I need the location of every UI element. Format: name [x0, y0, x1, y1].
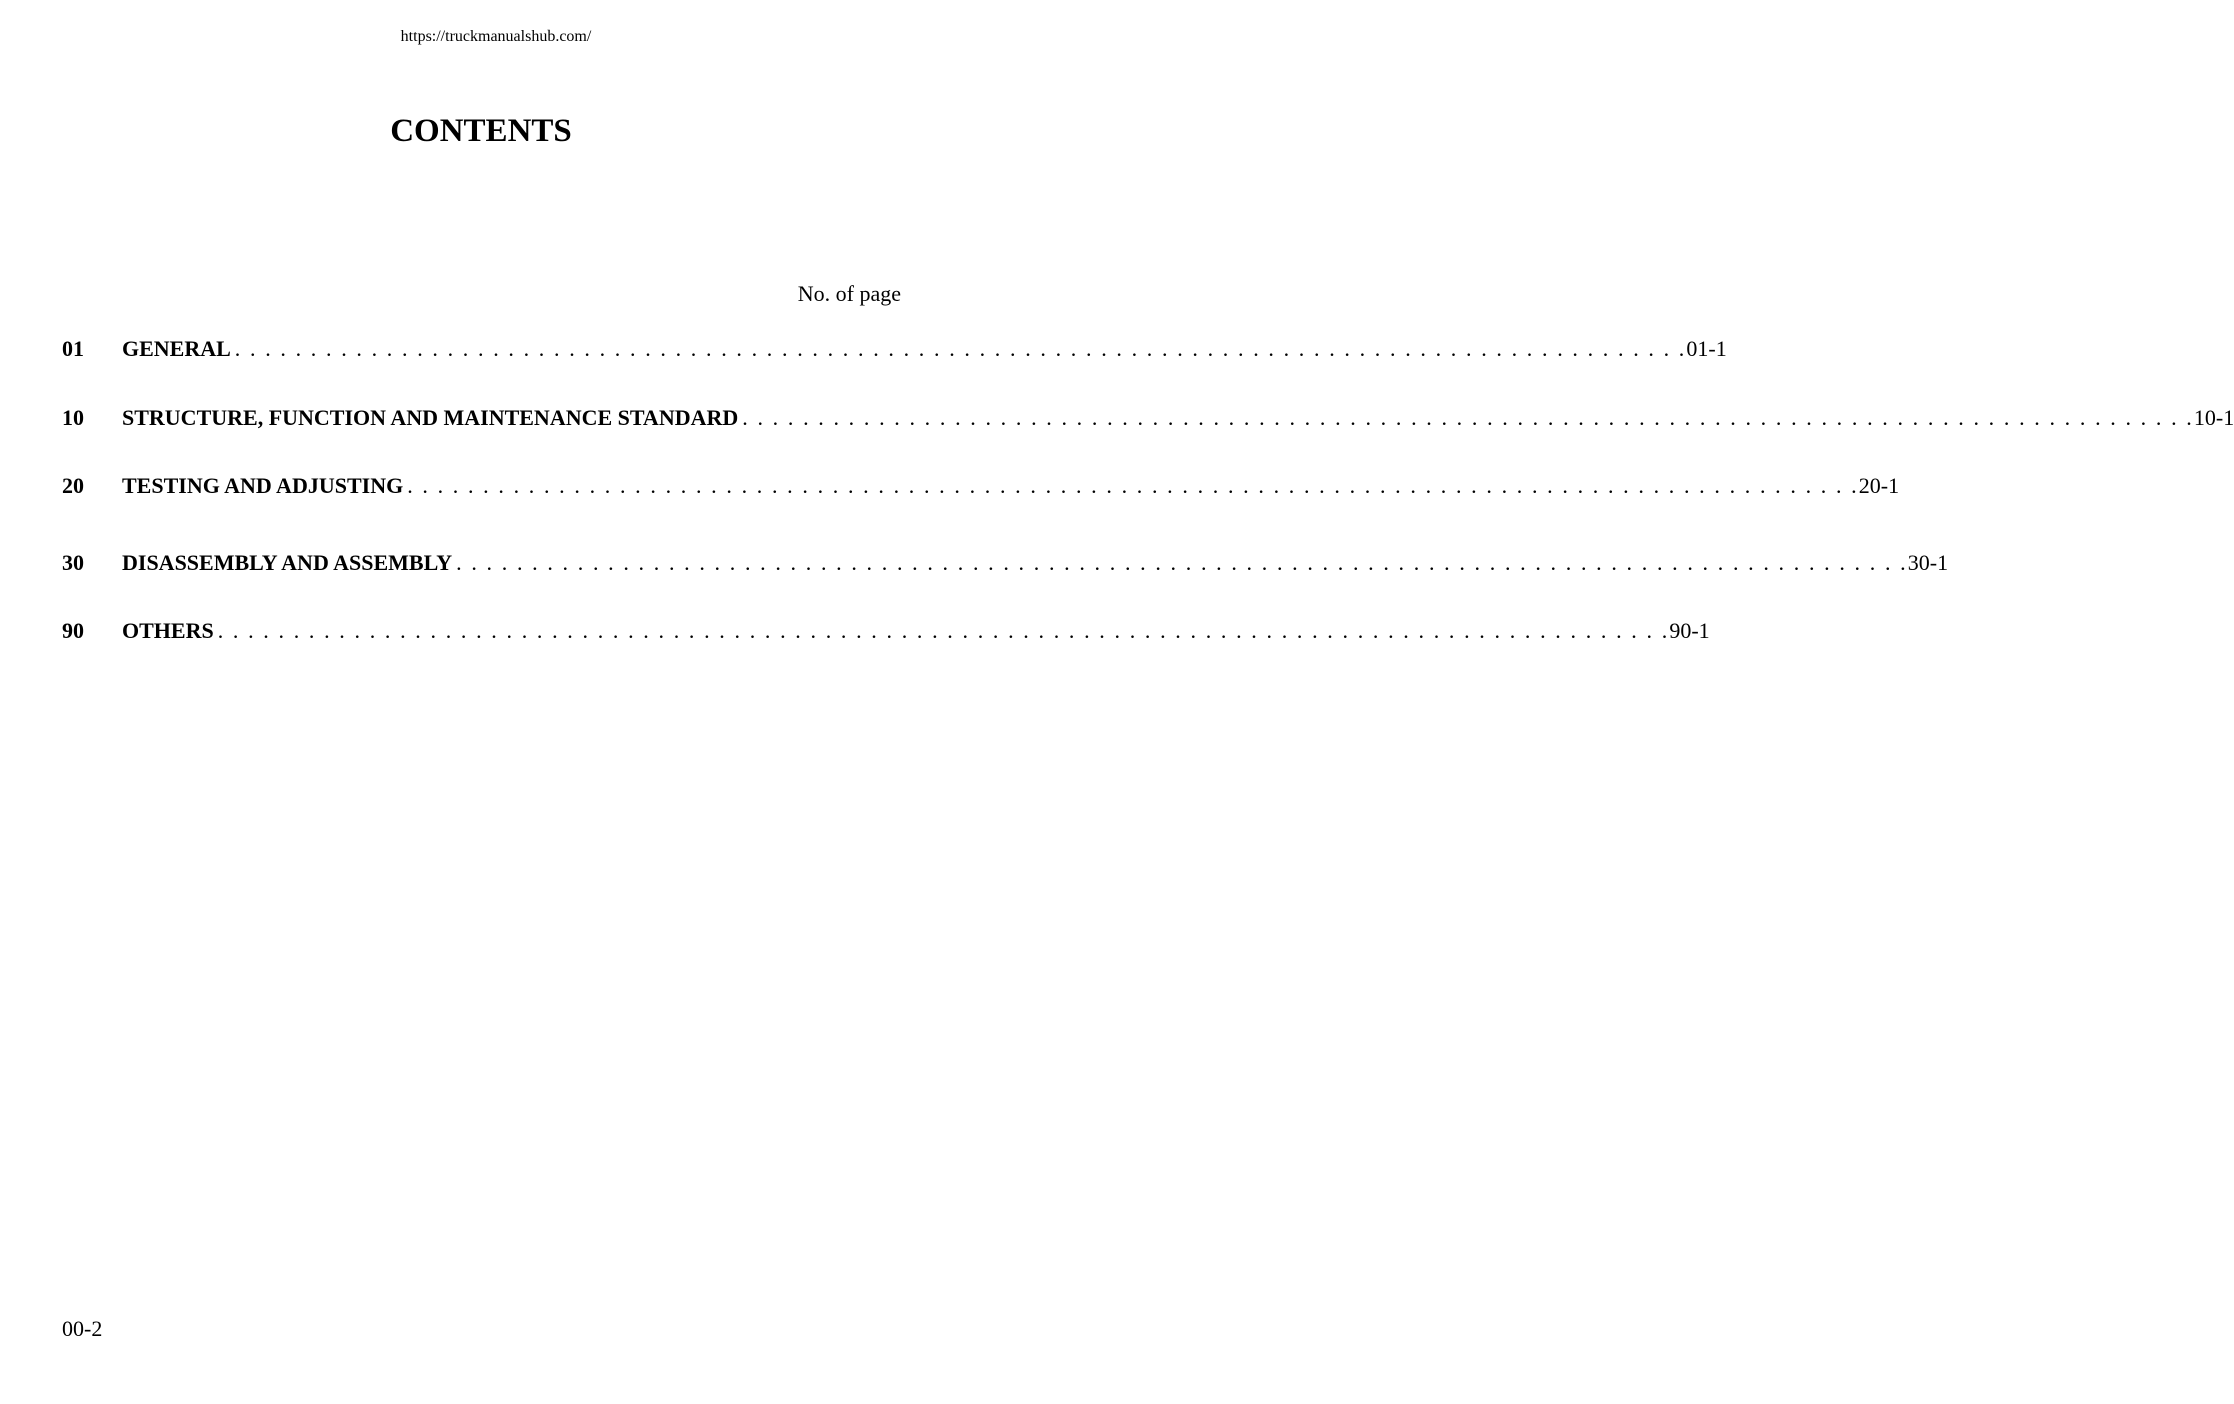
toc-dot-leader: . . . . . . . . . . . . . . . . . . . . . . . . . . . . . . . . . . . . . . . . . . . . . . . . . . . . . . . . . . . . . . . . . . . . . . . . . . . . . . . . . . . . . . . . . . . . . . . . [456, 550, 1908, 575]
page-column-label: No. of page [797, 281, 901, 306]
toc-entry-number: 30 [62, 550, 84, 575]
toc-entry-general [62, 335, 1727, 363]
toc-entry-page: 30-1 [1907, 550, 1949, 575]
toc-entry-page: 10-1 [2193, 405, 2234, 430]
toc-dot-leader: . . . . . . . . . . . . . . . . . . . . . . . . . . . . . . . . . . . . . . . . . . . . . . . . . . . . . . . . . . . . . . . . . . . . . . . . . . . . . . . . . . . . . . . . . . . . . . . . [234, 336, 1687, 361]
page-title: CONTENTS [390, 113, 572, 149]
toc-entry-disassembly [62, 549, 1949, 577]
toc-entry-structure [62, 404, 2234, 432]
toc-entry-testing [62, 472, 1900, 500]
toc-entry-number: 20 [62, 473, 84, 498]
toc-dot-leader: . . . . . . . . . . . . . . . . . . . . . . . . . . . . . . . . . . . . . . . . . . . . . . . . . . . . . . . . . . . . . . . . . . . . . . . . . . . . . . . . . . . . . . . . . . . . . . . . [742, 405, 2194, 430]
toc-entry-page: 20-1 [1858, 473, 1900, 498]
toc-entry-title: GENERAL [122, 336, 231, 361]
toc-entry-page: 01-1 [1686, 336, 1727, 361]
toc-dot-leader: . . . . . . . . . . . . . . . . . . . . . . . . . . . . . . . . . . . . . . . . . . . . . . . . . . . . . . . . . . . . . . . . . . . . . . . . . . . . . . . . . . . . . . . . . . . . . . . . [217, 618, 1670, 643]
toc-entry-number: 01 [62, 336, 84, 361]
toc-entry-title: DISASSEMBLY AND ASSEMBLY [122, 550, 453, 575]
toc-entry-number: 10 [62, 405, 84, 430]
toc-entry-title: OTHERS [122, 618, 214, 643]
header-url: https://truckmanualshub.com/ [400, 28, 592, 45]
toc-entry-title: TESTING AND ADJUSTING [122, 473, 404, 498]
toc-dot-leader: . . . . . . . . . . . . . . . . . . . . . . . . . . . . . . . . . . . . . . . . . . . . . . . . . . . . . . . . . . . . . . . . . . . . . . . . . . . . . . . . . . . . . . . . . . . . . . . . [407, 473, 1859, 498]
toc-entry-page: 90-1 [1669, 618, 1710, 643]
toc-entry-title: STRUCTURE, FUNCTION AND MAINTENANCE STANDARD [122, 405, 739, 430]
toc-entry-number: 90 [62, 618, 84, 643]
toc-entry-others [62, 617, 1710, 645]
page-number: 00-2 [62, 1316, 103, 1341]
